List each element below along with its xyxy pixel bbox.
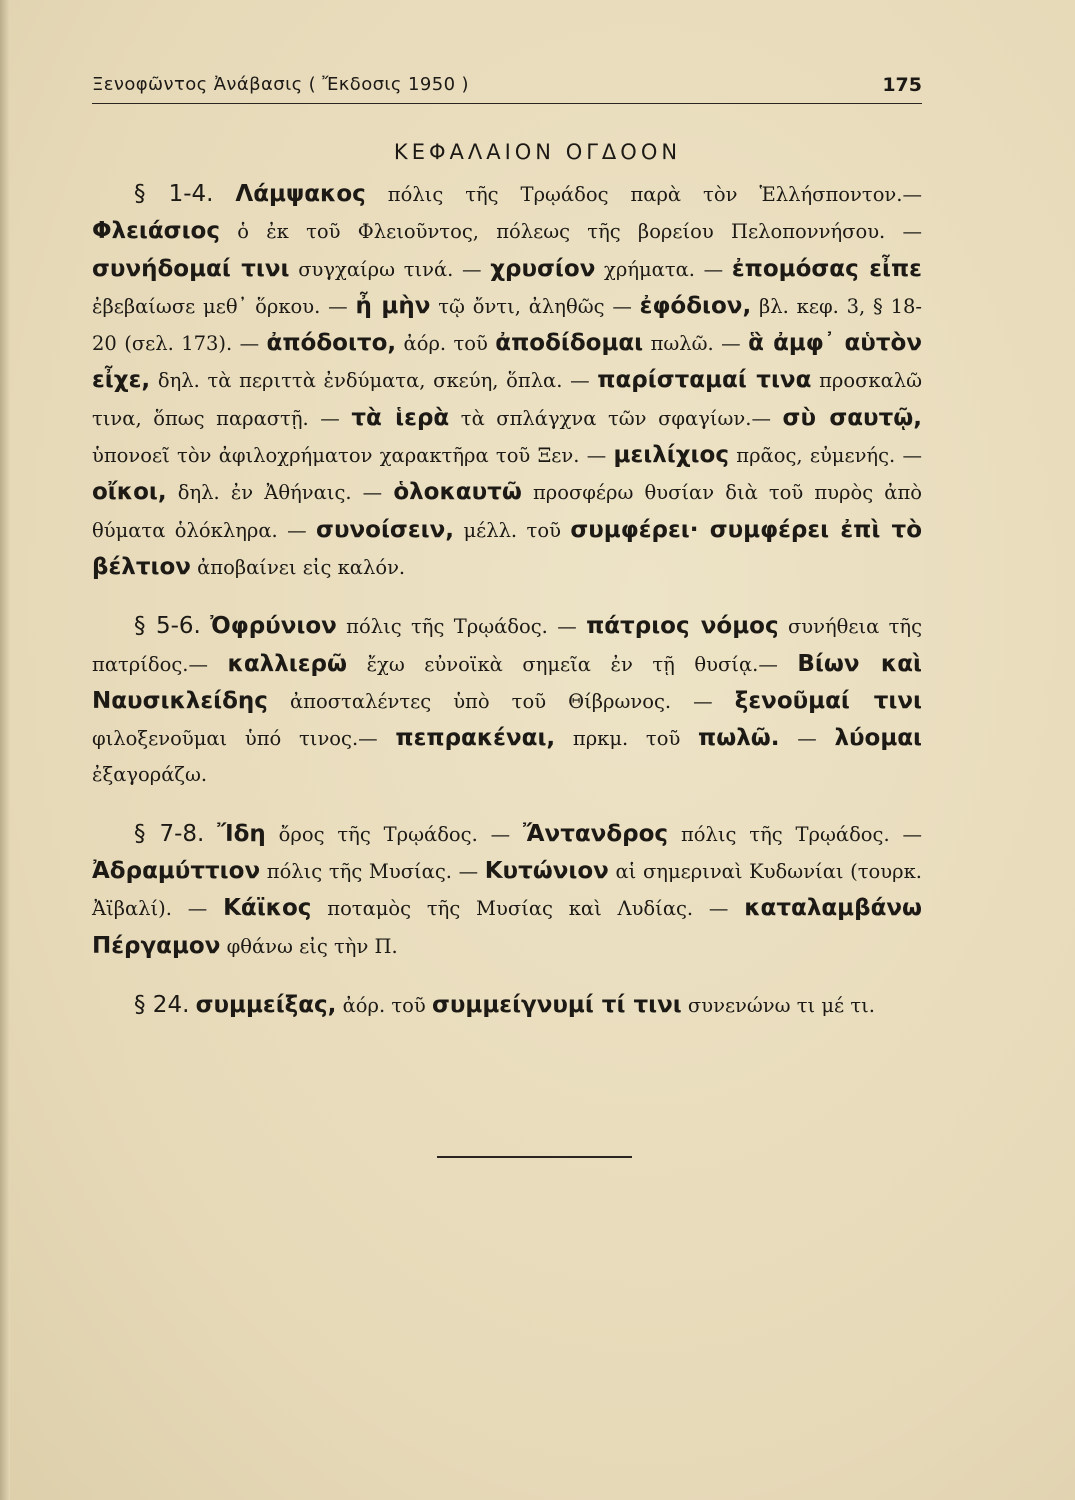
headword: Βίων καὶ Ναυσικλείδης bbox=[92, 650, 922, 714]
headword: Κάϊκος bbox=[223, 895, 312, 922]
gloss: ἀόρ. τοῦ bbox=[403, 332, 488, 356]
gloss: πόλις τῆς Μυσίας. — bbox=[266, 860, 479, 884]
headword: ξενοῦμαί τινι bbox=[734, 687, 922, 714]
headword: μειλίχιος bbox=[613, 442, 729, 469]
glossary-text bbox=[92, 176, 922, 1024]
gloss: αἱ σημεριναὶ Κυδωνίαι (τουρκ. Ἀϊβαλί). — bbox=[92, 860, 922, 921]
headword: ἀποδίδομαι bbox=[495, 330, 644, 357]
gloss: προσφέρω θυσίαν διὰ τοῦ πυρὸς ἀπὸ θύματα ὁλόκληρα. — bbox=[92, 481, 923, 542]
headword: συνοίσειν, bbox=[316, 516, 455, 543]
gloss: μέλλ. τοῦ bbox=[463, 518, 561, 542]
gloss: — bbox=[797, 727, 817, 751]
headword: λύομαι bbox=[834, 725, 923, 752]
gloss: προσκαλῶ τινα, ὅπως παραστῇ. — bbox=[92, 369, 923, 430]
page-number: 175 bbox=[882, 74, 922, 96]
gloss: πόλις τῆς Τρῳάδος. — bbox=[680, 822, 923, 846]
headword: ἐφόδιον, bbox=[639, 292, 752, 319]
section-ref: § 24. bbox=[134, 991, 190, 1018]
gloss: συνήθεια τῆς πατρίδος.— bbox=[92, 615, 923, 676]
gloss: πόλις τῆς Τρῳάδος παρὰ τὸν Ἑλλήσποντον.— bbox=[387, 183, 922, 206]
gloss: τὰ σπλάγχνα τῶν σφαγίων.— bbox=[460, 406, 771, 430]
gloss: πρᾶος, εὐμενής. — bbox=[736, 444, 923, 468]
headword: πάτριος νόμος bbox=[586, 613, 779, 640]
section-ref: § 7-8. bbox=[134, 820, 205, 847]
headword: Κυτώνιον bbox=[484, 858, 609, 885]
paragraph-sections-7-8 bbox=[92, 816, 922, 965]
gloss: ποταμὸς τῆς Μυσίας καὶ Λυδίας. — bbox=[327, 897, 729, 921]
headword: ἃ ἀμφ᾽ αὑτὸν εἶχε, bbox=[92, 330, 922, 394]
headword: Ὀφρύνιον bbox=[210, 613, 337, 640]
gloss: πόλις τῆς Τρῳάδος. — bbox=[346, 615, 577, 639]
headword: Ἀδραμύττιον bbox=[92, 858, 261, 885]
gloss: πωλῶ. — bbox=[650, 332, 741, 356]
headword: καλλιερῶ bbox=[227, 650, 348, 677]
gloss: ἐβεβαίωσε μεθ᾽ ὅρκου. — bbox=[92, 294, 348, 318]
gloss: τῷ ὄντι, ἀληθῶς — bbox=[438, 294, 632, 318]
headword: Ἴδη bbox=[217, 820, 266, 847]
gloss: χρήματα. — bbox=[604, 257, 724, 281]
gloss: δηλ. ἐν Ἀθήναις. — bbox=[177, 481, 383, 505]
headword: χρυσίον bbox=[490, 255, 596, 282]
headword: παρίσταμαί τινα bbox=[597, 367, 812, 394]
page-binding-edge bbox=[0, 0, 10, 1500]
header-rule bbox=[92, 103, 922, 104]
gloss: πρκμ. τοῦ bbox=[572, 727, 681, 751]
headword: ἦ μὴν bbox=[355, 292, 431, 319]
headword: οἴκοι, bbox=[92, 479, 167, 506]
gloss: ἀποβαίνει εἰς καλόν. bbox=[197, 555, 406, 579]
headword: σὺ σαυτῷ, bbox=[782, 404, 922, 431]
headword: Φλειάσιος bbox=[92, 218, 220, 245]
headword: τὰ ἱερὰ bbox=[351, 404, 450, 431]
headword: πεπρακέναι, bbox=[395, 725, 556, 752]
headword: συμφέρει· συμφέρει ἐπὶ τὸ βέλτιον bbox=[92, 516, 922, 580]
gloss: ἀόρ. τοῦ bbox=[342, 993, 426, 1017]
headword: πωλῶ. bbox=[698, 725, 780, 752]
gloss: ἐξαγοράζω. bbox=[92, 763, 208, 787]
gloss: ὑπονοεῖ τὸν ἀφιλοχρήματον χαρακτῆρα τοῦ Ξεν. — bbox=[92, 444, 607, 468]
paragraph-sections-1-4 bbox=[92, 176, 922, 586]
chapter-title: ΚΕΦΑΛΑΙΟΝ ΟΓΔΟΟΝ bbox=[393, 140, 682, 164]
page-header bbox=[92, 74, 922, 104]
headword: ὁλοκαυτῶ bbox=[393, 479, 522, 506]
section-ref: § 5-6. bbox=[134, 613, 201, 640]
gloss: ὁ ἐκ τοῦ Φλειοῦντος, πόλεως τῆς βορείου Πελοποννήσου. — bbox=[237, 220, 922, 244]
headword: καταλαμβάνω Πέργαμον bbox=[92, 895, 923, 959]
headword: Λάμψακος bbox=[235, 181, 366, 207]
headword: ἀπόδοιτο, bbox=[266, 330, 397, 357]
section-ref: § 1-4. bbox=[134, 181, 214, 207]
paragraph-section-24 bbox=[92, 987, 922, 1024]
gloss: ἀποσταλέντες ὑπὸ τοῦ Θίβρωνος. — bbox=[290, 689, 713, 713]
headword: Ἄντανδρος bbox=[523, 820, 669, 847]
gloss: συγχαίρω τινά. — bbox=[298, 257, 482, 281]
running-head: Ξενοφῶντος Ἀνάβασις ( Ἔκδοσις 1950 ) bbox=[92, 74, 469, 95]
paragraph-sections-5-6 bbox=[92, 608, 922, 793]
headword: συμμείγνυμί τί τινι bbox=[431, 991, 682, 1018]
headword: συμμείξας, bbox=[195, 991, 337, 1018]
gloss: συνενώνω τι μέ τι. bbox=[687, 993, 875, 1017]
gloss: βλ. κεφ. 3, § 18-20 (σελ. 173). — bbox=[92, 294, 922, 356]
gloss: φιλοξενοῦμαι ὑπό τινος.— bbox=[92, 727, 378, 751]
headword: ἐπομόσας εἶπε bbox=[731, 255, 922, 282]
end-rule bbox=[437, 1156, 632, 1158]
gloss: ὄρος τῆς Τρῳάδος. — bbox=[278, 822, 511, 846]
gloss: φθάνω εἰς τὴν Π. bbox=[226, 934, 398, 958]
headword: συνήδομαί τινι bbox=[92, 255, 290, 282]
gloss: δηλ. τὰ περιττὰ ἐνδύματα, σκεύη, ὅπλα. — bbox=[157, 369, 590, 393]
gloss: ἔχω εὐνοϊκὰ σημεῖα ἐν τῇ θυσίᾳ.— bbox=[366, 652, 778, 676]
